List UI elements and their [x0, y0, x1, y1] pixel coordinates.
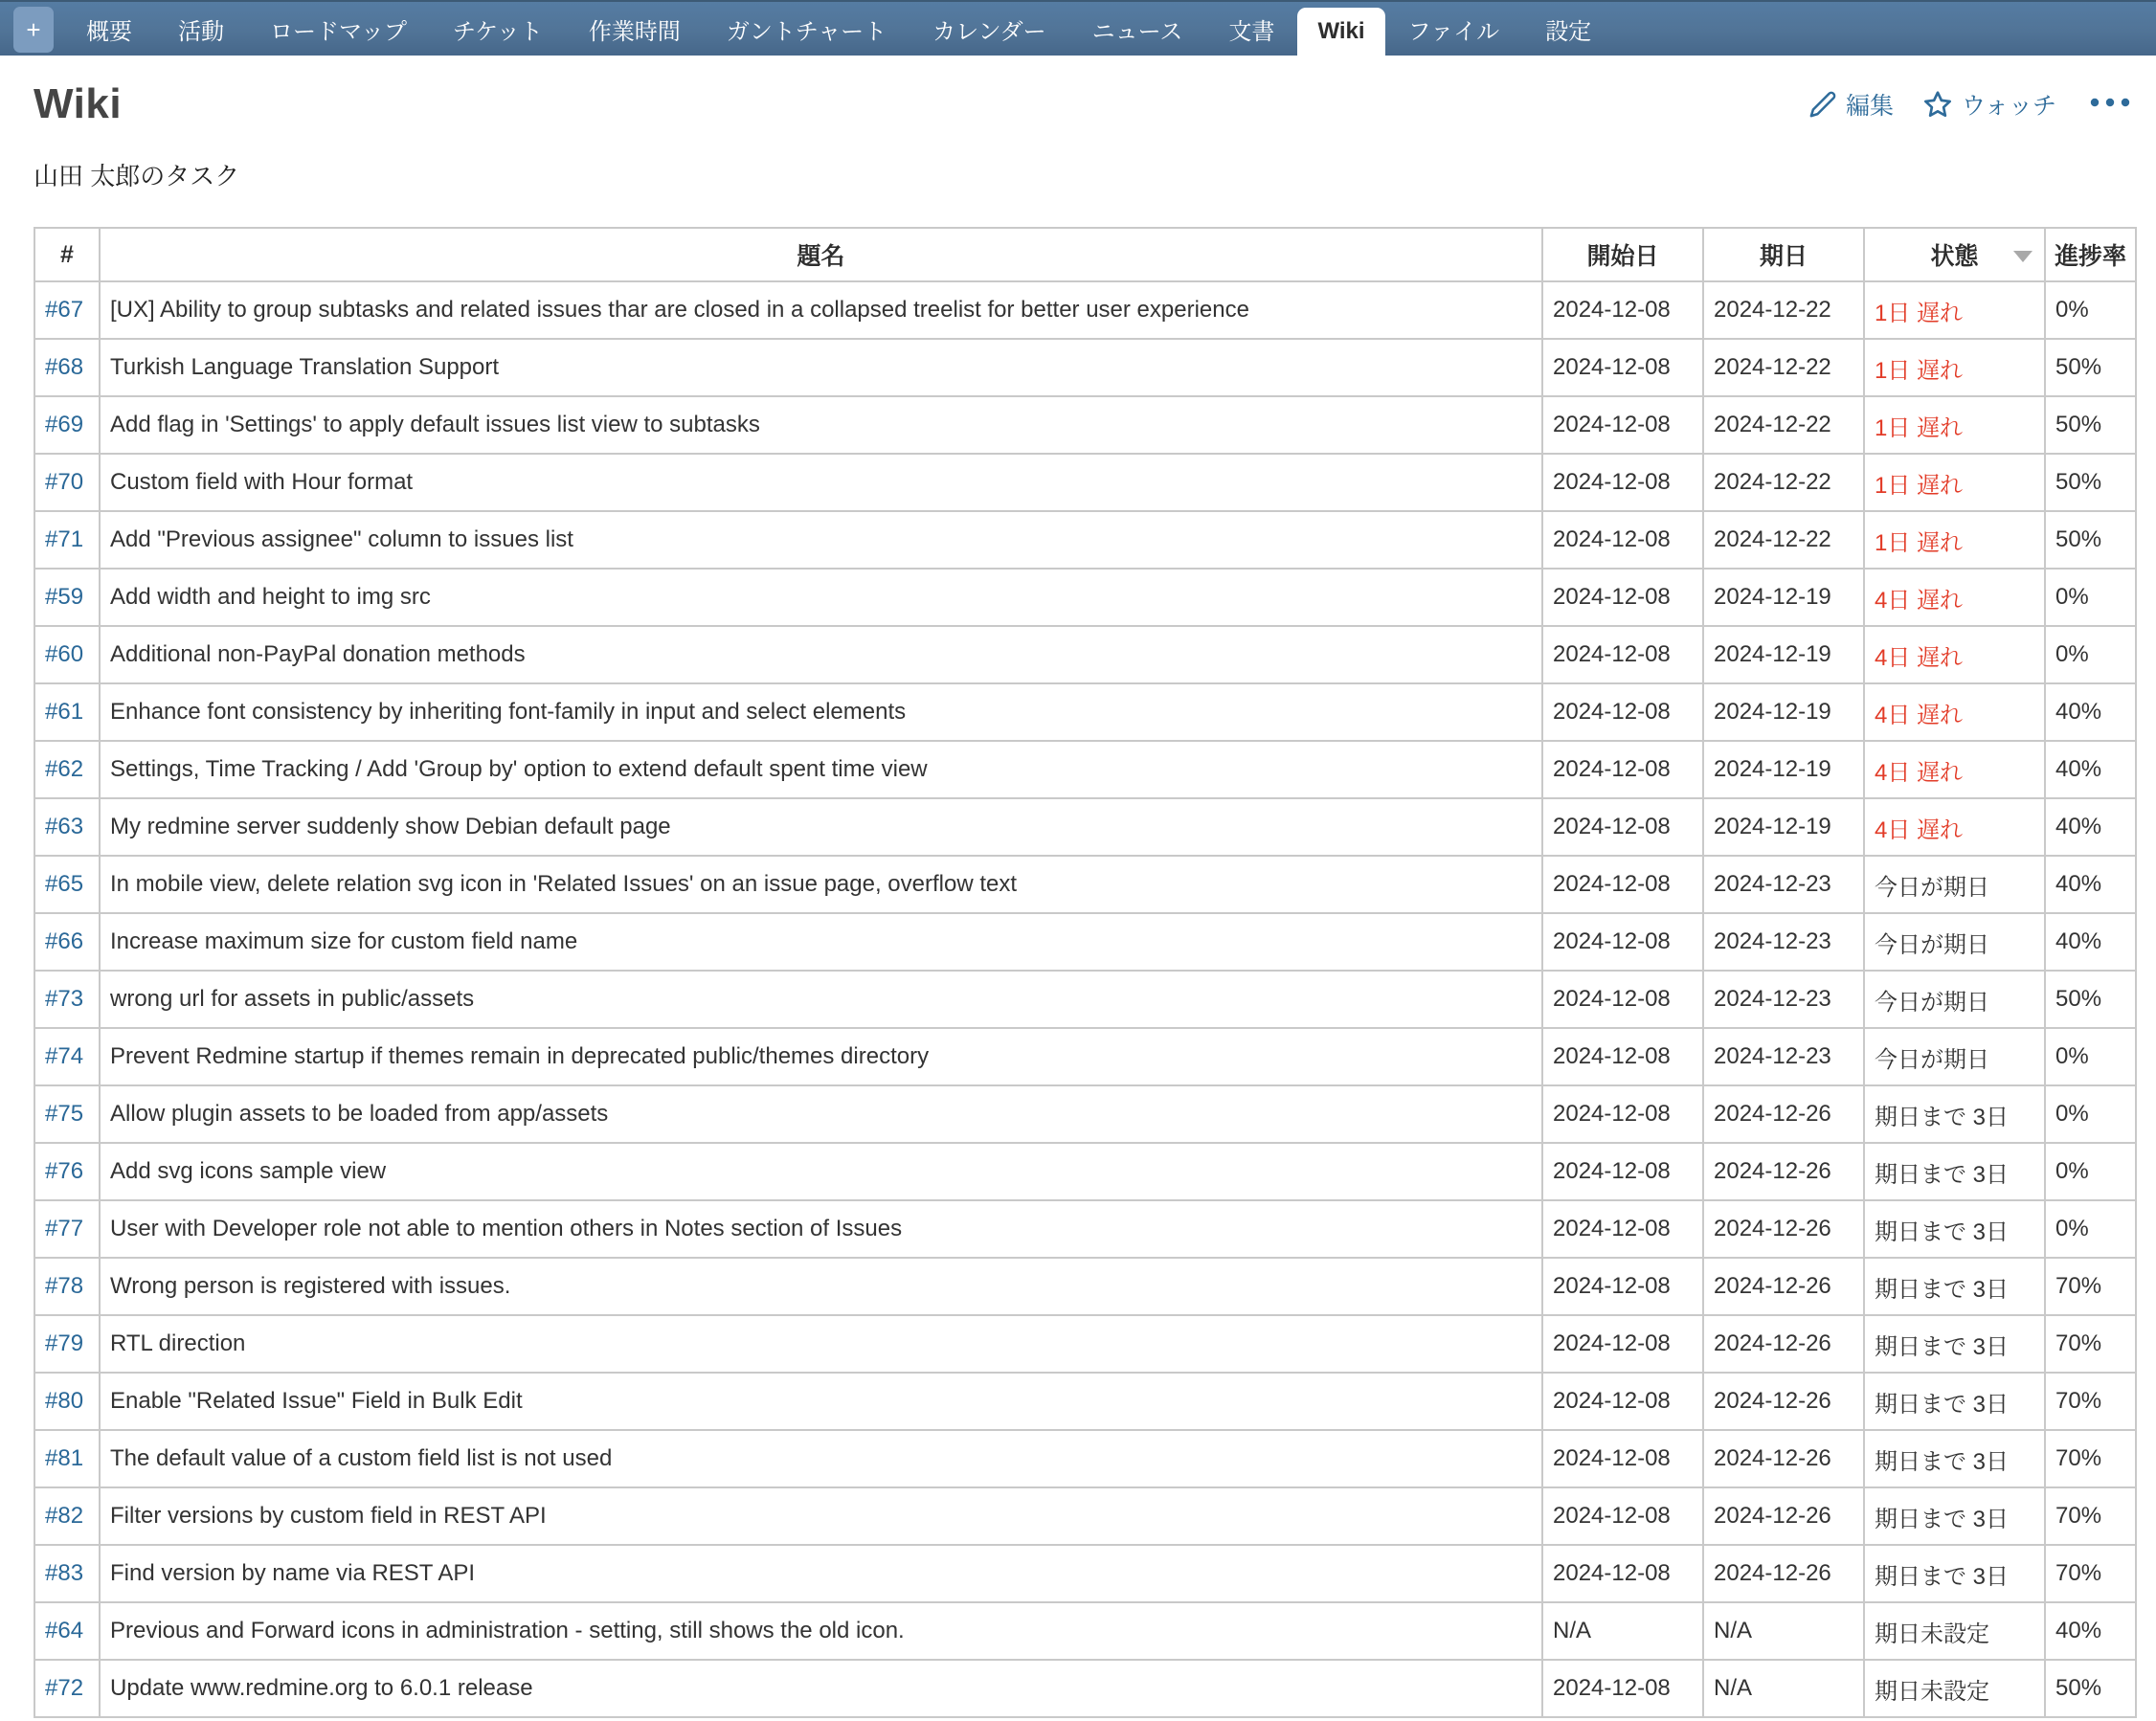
- issue-id-cell: [34, 511, 100, 569]
- page-title: Wiki: [34, 80, 123, 127]
- status-cell: 期日まで 3日: [1864, 1258, 2045, 1315]
- issue-id-cell: [34, 1028, 100, 1085]
- status-cell: 期日まで 3日: [1864, 1545, 2045, 1602]
- start-date-cell: 2024-12-08: [1542, 971, 1703, 1028]
- nav-tab-calendar[interactable]: カレンダー: [932, 18, 1046, 45]
- status-cell: 期日まで 3日: [1864, 1085, 2045, 1143]
- column-header-progress: 進捗率: [2045, 228, 2136, 281]
- start-date-cell: 2024-12-08: [1542, 1200, 1703, 1258]
- issues-table-wrapper: [34, 227, 2156, 1718]
- table-row: [34, 339, 2136, 396]
- issue-subject-cell: Settings, Time Tracking / Add 'Group by' option to extend default spent time view: [100, 741, 1542, 798]
- status-cell: 4日 遅れ: [1864, 741, 2045, 798]
- status-cell: 期日まで 3日: [1864, 1143, 2045, 1200]
- progress-cell: 70%: [2045, 1315, 2136, 1373]
- status-cell: 今日が期日: [1864, 856, 2045, 913]
- issue-link[interactable]: #81: [45, 1445, 84, 1471]
- due-date-cell: 2024-12-26: [1703, 1085, 1864, 1143]
- start-date-cell: 2024-12-08: [1542, 683, 1703, 741]
- issue-link[interactable]: #71: [45, 526, 84, 552]
- column-header-start-date: 開始日: [1542, 228, 1703, 281]
- table-row: [34, 1315, 2136, 1373]
- status-cell: 期日まで 3日: [1864, 1200, 2045, 1258]
- top-nav-tabs: [63, 2, 1614, 56]
- start-date-cell: 2024-12-08: [1542, 626, 1703, 683]
- sort-caret-icon: [2013, 251, 2032, 262]
- issue-subject-cell: Additional non-PayPal donation methods: [100, 626, 1542, 683]
- start-date-cell: 2024-12-08: [1542, 1028, 1703, 1085]
- issue-link[interactable]: #67: [45, 297, 84, 323]
- column-header-due-date: 期日: [1703, 228, 1864, 281]
- issue-subject-cell: Find version by name via REST API: [100, 1545, 1542, 1602]
- table-row: [34, 1430, 2136, 1487]
- issue-link[interactable]: #63: [45, 814, 84, 839]
- issue-link[interactable]: #77: [45, 1216, 84, 1241]
- progress-cell: 70%: [2045, 1545, 2136, 1602]
- table-row: [34, 281, 2136, 339]
- progress-cell: 50%: [2045, 511, 2136, 569]
- ellipsis-icon: [2089, 96, 2131, 113]
- nav-tab-gantt[interactable]: ガントチャート: [726, 18, 887, 45]
- table-row: [34, 454, 2136, 511]
- start-date-cell: 2024-12-08: [1542, 1660, 1703, 1717]
- issue-id-cell: [34, 1545, 100, 1602]
- edit-label: 編集: [1845, 93, 1894, 120]
- column-header-subject: 題名: [100, 228, 1542, 281]
- issue-id-cell: [34, 1430, 100, 1487]
- table-row: [34, 1143, 2136, 1200]
- table-row: [34, 1545, 2136, 1602]
- nav-tab-news[interactable]: ニュース: [1091, 18, 1183, 45]
- issue-id-cell: [34, 626, 100, 683]
- issue-subject-cell: Add width and height to img src: [100, 569, 1542, 626]
- issue-link[interactable]: #69: [45, 412, 84, 437]
- start-date-cell: 2024-12-08: [1542, 856, 1703, 913]
- progress-cell: 0%: [2045, 569, 2136, 626]
- issue-id-cell: [34, 569, 100, 626]
- issue-subject-cell: Enhance font consistency by inheriting font-family in input and select elements: [100, 683, 1542, 741]
- table-row: [34, 626, 2136, 683]
- page-header: [34, 80, 2135, 128]
- nav-tab-files[interactable]: ファイル: [1407, 18, 1500, 45]
- issue-link[interactable]: #82: [45, 1503, 84, 1529]
- status-cell: 1日 遅れ: [1864, 339, 2045, 396]
- issue-link[interactable]: #66: [45, 928, 84, 954]
- start-date-cell: 2024-12-08: [1542, 741, 1703, 798]
- issue-subject-cell: Add flag in 'Settings' to apply default issues list view to subtasks: [100, 396, 1542, 454]
- progress-cell: 0%: [2045, 1085, 2136, 1143]
- progress-cell: 70%: [2045, 1373, 2136, 1430]
- table-row: [34, 1028, 2136, 1085]
- due-date-cell: 2024-12-22: [1703, 511, 1864, 569]
- table-row: [34, 1660, 2136, 1717]
- due-date-cell: 2024-12-19: [1703, 798, 1864, 856]
- nav-tab-issues[interactable]: チケット: [453, 18, 543, 45]
- start-date-cell: 2024-12-08: [1542, 1545, 1703, 1602]
- table-row: [34, 569, 2136, 626]
- issue-link[interactable]: #59: [45, 584, 84, 610]
- issue-link[interactable]: #65: [45, 871, 84, 897]
- due-date-cell: 2024-12-22: [1703, 339, 1864, 396]
- progress-cell: 0%: [2045, 626, 2136, 683]
- nav-tab-wiki[interactable]: Wiki: [1297, 8, 1384, 56]
- issue-id-cell: [34, 798, 100, 856]
- issue-id-cell: [34, 1487, 100, 1545]
- table-row: [34, 683, 2136, 741]
- issue-id-cell: [34, 339, 100, 396]
- issue-subject-cell: Increase maximum size for custom field name: [100, 913, 1542, 971]
- due-date-cell: 2024-12-22: [1703, 281, 1864, 339]
- progress-cell: 40%: [2045, 741, 2136, 798]
- due-date-cell: N/A: [1703, 1660, 1864, 1717]
- nav-tab-settings[interactable]: 設定: [1545, 18, 1592, 45]
- start-date-cell: 2024-12-08: [1542, 1258, 1703, 1315]
- progress-cell: 50%: [2045, 454, 2136, 511]
- progress-cell: 70%: [2045, 1487, 2136, 1545]
- nav-tab-overview[interactable]: 概要: [86, 18, 132, 45]
- issue-id-cell: [34, 1315, 100, 1373]
- issues-table: [34, 227, 2137, 1718]
- status-cell: 今日が期日: [1864, 1028, 2045, 1085]
- issue-id-cell: [34, 1143, 100, 1200]
- start-date-cell: 2024-12-08: [1542, 454, 1703, 511]
- table-row: [34, 511, 2136, 569]
- status-cell: 1日 遅れ: [1864, 454, 2045, 511]
- issue-link[interactable]: #73: [45, 986, 84, 1012]
- progress-cell: 50%: [2045, 339, 2136, 396]
- issue-id-cell: [34, 454, 100, 511]
- watch-label: ウォッチ: [1961, 93, 2056, 120]
- table-row: [34, 1373, 2136, 1430]
- issue-subject-cell: Add "Previous assignee" column to issues list: [100, 511, 1542, 569]
- issue-subject-cell: Turkish Language Translation Support: [100, 339, 1542, 396]
- issue-link[interactable]: #79: [45, 1330, 84, 1356]
- start-date-cell: 2024-12-08: [1542, 1085, 1703, 1143]
- start-date-cell: 2024-12-08: [1542, 913, 1703, 971]
- progress-cell: 0%: [2045, 1200, 2136, 1258]
- due-date-cell: 2024-12-22: [1703, 396, 1864, 454]
- table-row: [34, 1200, 2136, 1258]
- wiki-subtitle: 山田 太郎のタスク: [34, 162, 240, 190]
- issue-id-cell: [34, 1602, 100, 1660]
- nav-tab-documents[interactable]: 文書: [1228, 18, 1275, 45]
- issue-subject-cell: Prevent Redmine startup if themes remain in deprecated public/themes directory: [100, 1028, 1542, 1085]
- nav-tab-time-entries[interactable]: 作業時間: [588, 18, 681, 45]
- issues-table-body: [34, 281, 2136, 1717]
- issue-id-cell: [34, 1660, 100, 1717]
- issue-subject-cell: In mobile view, delete relation svg icon in 'Related Issues' on an issue page, overflow text: [100, 856, 1542, 913]
- issue-link[interactable]: #70: [45, 469, 84, 495]
- due-date-cell: 2024-12-19: [1703, 626, 1864, 683]
- status-cell: 1日 遅れ: [1864, 281, 2045, 339]
- issue-link[interactable]: #60: [45, 641, 84, 667]
- status-cell: 期日まで 3日: [1864, 1487, 2045, 1545]
- pencil-icon: [1808, 90, 1837, 119]
- status-cell: 期日まで 3日: [1864, 1315, 2045, 1373]
- issue-id-cell: [34, 913, 100, 971]
- progress-cell: 40%: [2045, 683, 2136, 741]
- issue-subject-cell: My redmine server suddenly show Debian default page: [100, 798, 1542, 856]
- due-date-cell: N/A: [1703, 1602, 1864, 1660]
- status-cell: 4日 遅れ: [1864, 798, 2045, 856]
- status-cell: 期日未設定: [1864, 1602, 2045, 1660]
- due-date-cell: 2024-12-26: [1703, 1545, 1864, 1602]
- column-header-id: #: [34, 228, 100, 281]
- status-cell: 1日 遅れ: [1864, 511, 2045, 569]
- status-cell: 今日が期日: [1864, 971, 2045, 1028]
- issue-id-cell: [34, 1373, 100, 1430]
- issue-link[interactable]: #61: [45, 699, 84, 725]
- progress-cell: 70%: [2045, 1430, 2136, 1487]
- status-cell: 今日が期日: [1864, 913, 2045, 971]
- issue-link[interactable]: #68: [45, 354, 84, 380]
- status-cell: 期日まで 3日: [1864, 1373, 2045, 1430]
- due-date-cell: 2024-12-23: [1703, 856, 1864, 913]
- nav-tab-roadmap[interactable]: ロードマップ: [270, 18, 408, 45]
- progress-cell: 0%: [2045, 1143, 2136, 1200]
- status-cell: 1日 遅れ: [1864, 396, 2045, 454]
- issue-subject-cell: [UX] Ability to group subtasks and related issues thar are closed in a collapsed treelist for better user experience: [100, 281, 1542, 339]
- due-date-cell: 2024-12-26: [1703, 1315, 1864, 1373]
- table-row: [34, 1602, 2136, 1660]
- table-row: [34, 741, 2136, 798]
- issue-id-cell: [34, 971, 100, 1028]
- column-header-status[interactable]: [1864, 228, 2045, 281]
- star-icon: [1922, 89, 1953, 120]
- edit-button[interactable]: [1808, 87, 1894, 122]
- issue-id-cell: [34, 856, 100, 913]
- issue-id-cell: [34, 683, 100, 741]
- progress-cell: 50%: [2045, 396, 2136, 454]
- issue-subject-cell: Previous and Forward icons in administration - setting, still shows the old icon.: [100, 1602, 1542, 1660]
- progress-cell: 0%: [2045, 281, 2136, 339]
- status-header-label: 状態: [1930, 243, 1979, 270]
- issue-link[interactable]: #75: [45, 1101, 84, 1127]
- issue-link[interactable]: #72: [45, 1675, 84, 1701]
- progress-cell: 40%: [2045, 856, 2136, 913]
- start-date-cell: 2024-12-08: [1542, 1487, 1703, 1545]
- issue-subject-cell: User with Developer role not able to mention others in Notes section of Issues: [100, 1200, 1542, 1258]
- due-date-cell: 2024-12-23: [1703, 1028, 1864, 1085]
- more-actions-button[interactable]: [2085, 96, 2135, 113]
- start-date-cell: 2024-12-08: [1542, 1315, 1703, 1373]
- start-date-cell: 2024-12-08: [1542, 569, 1703, 626]
- issue-subject-cell: Custom field with Hour format: [100, 454, 1542, 511]
- progress-cell: 40%: [2045, 1602, 2136, 1660]
- issue-id-cell: [34, 741, 100, 798]
- due-date-cell: 2024-12-26: [1703, 1373, 1864, 1430]
- status-cell: 4日 遅れ: [1864, 626, 2045, 683]
- issue-link[interactable]: #80: [45, 1388, 84, 1414]
- due-date-cell: 2024-12-26: [1703, 1258, 1864, 1315]
- due-date-cell: 2024-12-23: [1703, 913, 1864, 971]
- progress-cell: 40%: [2045, 913, 2136, 971]
- issue-link[interactable]: #83: [45, 1560, 84, 1586]
- start-date-cell: 2024-12-08: [1542, 511, 1703, 569]
- issue-link[interactable]: #76: [45, 1158, 84, 1184]
- due-date-cell: 2024-12-26: [1703, 1200, 1864, 1258]
- status-cell: 期日未設定: [1864, 1660, 2045, 1717]
- start-date-cell: 2024-12-08: [1542, 396, 1703, 454]
- start-date-cell: 2024-12-08: [1542, 1430, 1703, 1487]
- issue-subject-cell: Filter versions by custom field in REST API: [100, 1487, 1542, 1545]
- start-date-cell: 2024-12-08: [1542, 281, 1703, 339]
- start-date-cell: N/A: [1542, 1602, 1703, 1660]
- watch-button[interactable]: [1922, 87, 2056, 122]
- table-row: [34, 1487, 2136, 1545]
- issue-link[interactable]: #62: [45, 756, 84, 782]
- table-row: [34, 798, 2136, 856]
- issue-link[interactable]: #64: [45, 1618, 84, 1643]
- table-row: [34, 1085, 2136, 1143]
- new-object-button[interactable]: +: [13, 7, 54, 53]
- table-row: [34, 971, 2136, 1028]
- issue-id-cell: [34, 281, 100, 339]
- due-date-cell: 2024-12-26: [1703, 1487, 1864, 1545]
- issue-link[interactable]: #74: [45, 1043, 84, 1069]
- progress-cell: 0%: [2045, 1028, 2136, 1085]
- table-row: [34, 856, 2136, 913]
- start-date-cell: 2024-12-08: [1542, 1373, 1703, 1430]
- issue-subject-cell: Allow plugin assets to be loaded from app/assets: [100, 1085, 1542, 1143]
- status-cell: 4日 遅れ: [1864, 569, 2045, 626]
- table-row: [34, 1258, 2136, 1315]
- issue-subject-cell: RTL direction: [100, 1315, 1542, 1373]
- nav-tab-activity[interactable]: 活動: [178, 18, 224, 45]
- header-actions: [1808, 87, 2135, 122]
- top-navigation: [0, 0, 2156, 56]
- due-date-cell: 2024-12-26: [1703, 1430, 1864, 1487]
- start-date-cell: 2024-12-08: [1542, 798, 1703, 856]
- start-date-cell: 2024-12-08: [1542, 1143, 1703, 1200]
- due-date-cell: 2024-12-26: [1703, 1143, 1864, 1200]
- issue-subject-cell: Enable "Related Issue" Field in Bulk Edit: [100, 1373, 1542, 1430]
- progress-cell: 40%: [2045, 798, 2136, 856]
- table-header-row: [34, 228, 2136, 281]
- issue-subject-cell: Add svg icons sample view: [100, 1143, 1542, 1200]
- progress-cell: 70%: [2045, 1258, 2136, 1315]
- progress-cell: 50%: [2045, 1660, 2136, 1717]
- issue-id-cell: [34, 1085, 100, 1143]
- issue-subject-cell: The default value of a custom field list is not used: [100, 1430, 1542, 1487]
- due-date-cell: 2024-12-23: [1703, 971, 1864, 1028]
- due-date-cell: 2024-12-19: [1703, 683, 1864, 741]
- status-cell: 期日まで 3日: [1864, 1430, 2045, 1487]
- start-date-cell: 2024-12-08: [1542, 339, 1703, 396]
- issue-id-cell: [34, 1200, 100, 1258]
- issue-id-cell: [34, 396, 100, 454]
- table-row: [34, 913, 2136, 971]
- due-date-cell: 2024-12-19: [1703, 569, 1864, 626]
- table-row: [34, 396, 2136, 454]
- progress-cell: 50%: [2045, 971, 2136, 1028]
- issue-subject-cell: Wrong person is registered with issues.: [100, 1258, 1542, 1315]
- issue-subject-cell: wrong url for assets in public/assets: [100, 971, 1542, 1028]
- issue-id-cell: [34, 1258, 100, 1315]
- due-date-cell: 2024-12-19: [1703, 741, 1864, 798]
- status-cell: 4日 遅れ: [1864, 683, 2045, 741]
- due-date-cell: 2024-12-22: [1703, 454, 1864, 511]
- issue-subject-cell: Update www.redmine.org to 6.0.1 release: [100, 1660, 1542, 1717]
- issue-link[interactable]: #78: [45, 1273, 84, 1299]
